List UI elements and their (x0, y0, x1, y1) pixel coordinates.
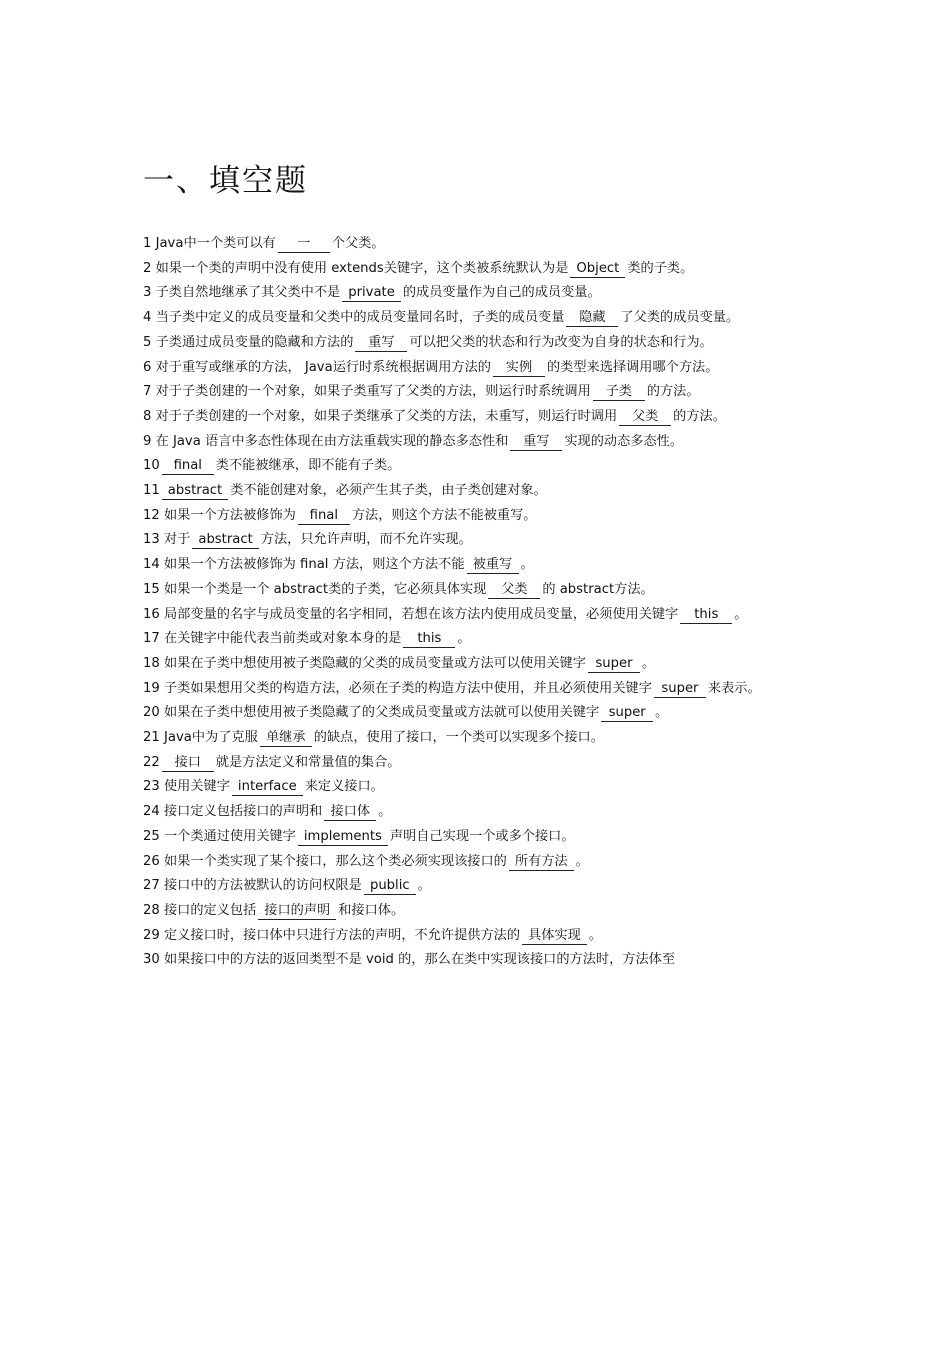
answer-blank: super (588, 656, 640, 673)
question-text: 24 接口定义包括接口的声明和 (143, 804, 323, 820)
question-text: 13 对于 (143, 532, 191, 548)
question-text: 30 如果接口中的方法的返回类型不是 void 的，那么在类中实现该接口的方法时，方法体至 (143, 952, 676, 968)
question-item (143, 850, 808, 875)
answer-blank: abstract (162, 483, 228, 500)
question-text-end: 的方法。 (673, 408, 726, 424)
question-text: 17 在关键字中能代表当前类或对象本身的是 (143, 631, 402, 647)
question-item (143, 775, 808, 800)
answer-blank: 父类 (488, 582, 540, 599)
question-text-end: 实现的动态多态性。 (564, 433, 684, 449)
question-text-end: 类不能创建对象，必须产生其子类，由子类创建对象。 (230, 483, 547, 499)
answer-blank: 隐藏 (566, 310, 618, 327)
question-item (143, 800, 808, 825)
question-text: 7 对于子类创建的一个对象，如果子类重写了父类的方法，则运行时系统调用 (143, 384, 591, 400)
question-text: 12 如果一个方法被修饰为 (143, 507, 296, 523)
question-text-end: 。 (457, 631, 471, 647)
question-text-end: 声明自己实现一个或多个接口。 (389, 828, 575, 844)
question-text: 26 如果一个类实现了某个接口，那么这个类必须实现该接口的 (143, 853, 507, 869)
question-text: 16 局部变量的名字与成员变量的名字相同，若想在该方法内使用成员变量，必须使用关键字 (143, 606, 679, 622)
answer-blank: 被重写 (467, 557, 519, 574)
question-item (143, 701, 808, 726)
question-item (143, 405, 808, 430)
question-text-end: 。 (655, 705, 669, 721)
question-text-end: 。 (575, 853, 589, 869)
answer-blank: 接口的声明 (258, 903, 336, 920)
answer-blank: implements (298, 829, 388, 846)
question-text: 6 对于重写或继承的方法， Java运行时系统根据调用方法的 (143, 359, 491, 375)
answer-blank: 所有方法 (509, 854, 574, 871)
question-text-end: 了父类的成员变量。 (620, 310, 740, 326)
question-text-end: 和接口体。 (338, 902, 405, 918)
question-list (143, 232, 808, 973)
question-text-end: 的类型来选择调用哪个方法。 (546, 359, 719, 375)
answer-blank: Object (570, 261, 625, 278)
answer-blank: 子类 (593, 384, 645, 401)
question-text: 19 子类如果想用父类的构造方法，必须在子类的构造方法中使用，并且必须使用关键字 (143, 680, 652, 696)
question-text: 8 对于子类创建的一个对象，如果子类继承了父类的方法，未重写，则运行时调用 (143, 408, 618, 424)
question-item (143, 528, 808, 553)
question-text-end: 个父类。 (331, 236, 385, 251)
question-text: 29 定义接口时，接口体中只进行方法的声明，不允许提供方法的 (143, 927, 521, 943)
question-item (143, 454, 808, 479)
question-text-end: 的方法。 (646, 384, 700, 400)
question-text-end: 来定义接口。 (304, 779, 384, 795)
question-text: 11 (143, 483, 160, 499)
question-text: 27 接口中的方法被默认的访问权限是 (143, 878, 362, 894)
question-text-end: 。 (378, 804, 392, 820)
question-item (143, 306, 808, 331)
question-text: 18 如果在子类中想使用被子类隐藏的父类的成员变量或方法可以使用关键字 (143, 655, 586, 671)
question-text-end: 可以把父类的状态和行为改变为自身的状态和行为。 (409, 334, 713, 350)
question-item (143, 257, 808, 282)
answer-blank: 一 (278, 236, 330, 253)
question-text-end: 类的子类。 (627, 260, 694, 276)
question-item (143, 331, 808, 356)
question-text: 21 Java中为了克服 (143, 730, 258, 746)
answer-blank: public (364, 878, 416, 895)
answer-blank: 父类 (619, 409, 671, 426)
question-item (143, 232, 808, 257)
question-item (143, 479, 808, 504)
question-text: 20 如果在子类中想使用被子类隐藏了的父类成员变量或方法就可以使用关键字 (143, 705, 600, 721)
question-item (143, 677, 808, 702)
answer-blank: 具体实现 (522, 928, 587, 945)
question-text-end: 。 (520, 557, 534, 573)
question-text-end: 就是方法定义和常量值的集合。 (215, 754, 401, 770)
answer-blank: interface (232, 779, 303, 796)
section-title: 一、填空题 (143, 163, 308, 199)
question-text-end: 方法，则这个方法不能被重写。 (351, 507, 537, 523)
question-text: 14 如果一个方法被修饰为 final 方法，则这个方法不能 (143, 557, 465, 573)
question-text: 2 如果一个类的声明中没有使用 extends关键字，这个类被系统默认为是 (143, 260, 569, 276)
answer-blank: private (342, 285, 401, 302)
question-item (143, 751, 808, 776)
question-item (143, 281, 808, 306)
question-text: 9 在 Java 语言中多态性体现在由方法重载实现的静态多态性和 (143, 433, 509, 449)
question-item (143, 627, 808, 652)
question-text: 5 子类通过成员变量的隐藏和方法的 (143, 334, 354, 350)
answer-blank: this (680, 607, 732, 624)
question-text-end: 的 abstract方法。 (542, 581, 654, 597)
question-item (143, 380, 808, 405)
question-text: 28 接口的定义包括 (143, 902, 257, 918)
question-item (143, 948, 808, 973)
question-text: 1 Java中一个类可以有 (143, 236, 276, 251)
question-item (143, 899, 808, 924)
question-item (143, 578, 808, 603)
question-item (143, 825, 808, 850)
answer-blank: 重写 (355, 335, 407, 352)
answer-blank: super (654, 681, 706, 698)
answer-blank: 接口体 (324, 804, 376, 821)
question-text-end: 的成员变量作为自己的成员变量。 (402, 285, 601, 301)
answer-blank: final (298, 508, 350, 525)
question-text: 22 (143, 754, 160, 770)
question-text-end: 来表示。 (707, 680, 761, 696)
answer-blank: 实例 (493, 360, 545, 377)
question-text-end: 。 (417, 878, 431, 894)
question-item (143, 504, 808, 529)
answer-blank: 单继承 (260, 730, 312, 747)
question-text: 15 如果一个类是一个 abstract类的子类，它必须具体实现 (143, 581, 487, 597)
question-item (143, 430, 808, 455)
question-text-end: 。 (641, 655, 656, 671)
question-item (143, 652, 808, 677)
question-item (143, 874, 808, 899)
answer-blank: super (601, 705, 653, 722)
question-item (143, 356, 808, 381)
question-text: 10 (143, 458, 160, 474)
answer-blank: this (403, 631, 455, 648)
question-text-end: 方法，只允许声明，而不允许实现。 (260, 532, 472, 548)
question-item (143, 726, 808, 751)
question-item (143, 603, 808, 628)
question-text: 25 一个类通过使用关键字 (143, 828, 296, 844)
answer-blank: 接口 (162, 755, 214, 772)
question-text: 23 使用关键字 (143, 779, 230, 795)
question-text-end: 的缺点，使用了接口，一个类可以实现多个接口。 (313, 730, 604, 746)
question-text-end: 。 (734, 606, 748, 622)
answer-blank: final (162, 458, 214, 475)
question-text-end: 类不能被继承，即不能有子类。 (215, 458, 401, 474)
question-item (143, 553, 808, 578)
question-text: 3 子类自然地继承了其父类中不是 (143, 285, 341, 301)
question-text: 4 当子类中定义的成员变量和父类中的成员变量同名时，子类的成员变量 (143, 310, 565, 326)
question-item (143, 924, 808, 949)
question-text-end: 。 (588, 927, 602, 943)
answer-blank: 重写 (510, 434, 562, 451)
answer-blank: abstract (192, 532, 258, 549)
